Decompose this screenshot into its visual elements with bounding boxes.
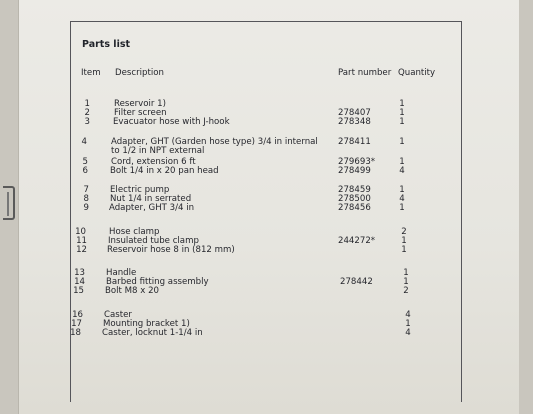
row-quantity: 1: [399, 203, 405, 213]
row-part-number: 278456: [338, 203, 371, 213]
row-part-number: 278459: [338, 185, 371, 195]
row-quantity: 4: [405, 310, 411, 320]
row-part-number: 278348: [338, 117, 371, 127]
row-quantity: 1: [403, 268, 409, 278]
row-description: Reservoir 1): [114, 99, 166, 109]
row-part-number: 278500: [338, 194, 371, 204]
row-item-number: 5: [82, 157, 88, 167]
row-quantity: 1: [399, 99, 405, 109]
row-part-number: 278407: [338, 108, 371, 118]
row-item-number: 7: [83, 185, 89, 195]
row-description: Bolt 1/4 in x 20 pan head: [110, 166, 219, 176]
row-quantity: 1: [401, 236, 407, 246]
row-description: Bolt M8 x 20: [105, 286, 160, 296]
row-description: Electric pump: [110, 185, 170, 195]
row-quantity: 1: [399, 108, 405, 118]
row-quantity: 2: [401, 227, 407, 237]
row-description: Cord, extension 6 ft: [111, 157, 196, 167]
column-header-part-number: Part number: [338, 68, 392, 78]
page-title: Parts list: [82, 39, 131, 50]
row-part-number: 244272*: [338, 236, 376, 246]
row-quantity: 1: [399, 185, 405, 195]
row-part-number: 278442: [340, 277, 373, 287]
row-quantity: 1: [405, 319, 411, 329]
row-quantity: 1: [403, 277, 409, 287]
row-description: Reservoir hose 8 in (812 mm): [107, 245, 235, 255]
row-item-number: 6: [82, 166, 88, 176]
row-item-number: 18: [70, 328, 81, 338]
row-description: Hose clamp: [109, 227, 160, 237]
column-header-quantity: Quantity: [398, 68, 436, 78]
row-description: Mounting bracket 1): [103, 319, 190, 329]
row-part-number: 278499: [338, 166, 371, 176]
row-item-number: 16: [72, 310, 83, 320]
row-description: Evacuator hose with J-hook: [113, 117, 230, 127]
row-item-number: 12: [76, 245, 87, 255]
row-item-number: 8: [83, 194, 89, 204]
row-item-number: 14: [74, 277, 85, 287]
row-description: Barbed fitting assembly: [106, 277, 209, 287]
row-item-number: 11: [76, 236, 87, 246]
row-description: Adapter, GHT (Garden hose type) 3/4 in internal: [111, 137, 318, 147]
row-description: Nut 1/4 in serrated: [110, 194, 192, 204]
column-header-item: Item: [81, 68, 101, 78]
row-item-number: 10: [75, 227, 86, 237]
row-quantity: 1: [399, 117, 405, 127]
row-item-number: 15: [73, 286, 84, 296]
row-quantity: 1: [399, 157, 405, 167]
row-quantity: 4: [405, 328, 411, 338]
row-item-number: 9: [83, 203, 89, 213]
row-description: Handle: [106, 268, 137, 278]
document-page: [18, 0, 519, 414]
row-description: Caster, locknut 1-1/4 in: [102, 328, 203, 338]
row-quantity: 2: [403, 286, 409, 296]
row-quantity: 4: [399, 166, 405, 176]
row-quantity: 1: [399, 137, 405, 147]
row-description: Adapter, GHT 3/4 in: [109, 203, 195, 213]
row-item-number: 17: [71, 319, 82, 329]
row-description: Insulated tube clamp: [108, 236, 199, 246]
row-quantity: 1: [401, 245, 407, 255]
row-description: Caster: [104, 310, 132, 320]
row-item-number: 4: [81, 137, 87, 147]
row-description: to 1/2 in NPT external: [111, 146, 205, 156]
binder-clip: [3, 186, 15, 220]
row-quantity: 4: [399, 194, 405, 204]
row-description: Filter screen: [114, 108, 167, 118]
row-item-number: 1: [84, 99, 90, 109]
column-header-description: Description: [115, 68, 164, 78]
row-item-number: 3: [84, 117, 90, 127]
binder-clip-inner: [7, 192, 9, 216]
row-part-number: 279693*: [338, 157, 376, 167]
row-item-number: 2: [84, 108, 90, 118]
row-part-number: 278411: [338, 137, 371, 147]
row-item-number: 13: [74, 268, 85, 278]
